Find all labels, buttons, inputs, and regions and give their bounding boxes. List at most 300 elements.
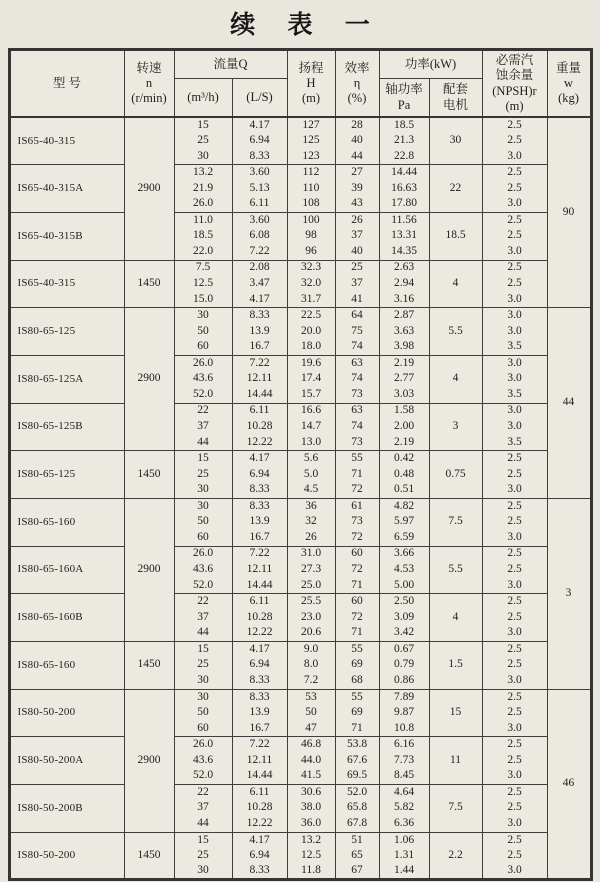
head-cell: 123 — [287, 149, 335, 165]
head-cell: 41.5 — [287, 769, 335, 785]
flow-m3h-cell: 26.0 — [174, 196, 232, 212]
flow-m3h-cell: 15 — [174, 451, 232, 467]
flow-m3h-cell: 25 — [174, 467, 232, 483]
head-cell: 26 — [287, 530, 335, 546]
efficiency-cell: 39 — [335, 181, 379, 197]
header-power — [379, 50, 482, 79]
flow-ls-cell: 14.44 — [232, 387, 287, 403]
shaft-power-cell: 6.59 — [379, 530, 429, 546]
header-shaft-power-line1: 轴功率 — [385, 82, 423, 97]
model-cell: IS80-50-200 — [9, 689, 124, 737]
shaft-power-cell: 3.16 — [379, 292, 429, 308]
model-cell: IS65-40-315 — [9, 260, 124, 308]
head-cell: 44.0 — [287, 753, 335, 769]
header-npsh-line1: 必需汽 — [495, 53, 534, 67]
speed-cell: 1450 — [124, 641, 174, 689]
efficiency-cell: 73 — [335, 387, 379, 403]
flow-ls-cell: 12.22 — [232, 626, 287, 642]
flow-m3h-cell: 44 — [174, 435, 232, 451]
pump-spec-table — [8, 48, 593, 881]
header-weight-line3: (kg) — [558, 91, 579, 106]
efficiency-cell: 69 — [335, 657, 379, 673]
motor-power-cell: 7.5 — [429, 498, 482, 546]
head-cell: 16.6 — [287, 403, 335, 419]
flow-ls-cell: 4.17 — [232, 832, 287, 848]
table-row — [9, 165, 591, 181]
shaft-power-cell: 3.42 — [379, 626, 429, 642]
npsh-cell: 2.5 — [482, 705, 547, 721]
table-row — [9, 737, 591, 753]
npsh-cell: 3.0 — [482, 769, 547, 785]
shaft-power-cell: 0.86 — [379, 673, 429, 689]
head-cell: 47 — [287, 721, 335, 737]
flow-m3h-cell: 25 — [174, 133, 232, 149]
npsh-cell: 2.5 — [482, 498, 547, 514]
table-row — [9, 832, 591, 848]
efficiency-cell: 68 — [335, 673, 379, 689]
head-cell: 5.0 — [287, 467, 335, 483]
npsh-cell: 2.5 — [482, 610, 547, 626]
flow-m3h-cell: 43.6 — [174, 371, 232, 387]
npsh-cell: 3.0 — [482, 530, 547, 546]
header-flow-m3h-label: (m³/h) — [187, 89, 219, 104]
table-row — [9, 498, 591, 514]
flow-m3h-cell: 37 — [174, 800, 232, 816]
npsh-cell: 2.5 — [482, 181, 547, 197]
motor-power-cell: 1.5 — [429, 641, 482, 689]
npsh-cell: 2.5 — [482, 657, 547, 673]
head-cell: 100 — [287, 212, 335, 228]
shaft-power-cell: 4.53 — [379, 562, 429, 578]
header-head-line2: H — [306, 75, 316, 90]
model-cell: IS65-40-315B — [9, 212, 124, 260]
npsh-cell: 3.0 — [482, 403, 547, 419]
flow-ls-cell: 4.17 — [232, 641, 287, 657]
model-cell: IS80-65-160B — [9, 594, 124, 642]
model-cell: IS80-50-200 — [9, 832, 124, 880]
flow-ls-cell: 10.28 — [232, 800, 287, 816]
flow-m3h-cell: 44 — [174, 816, 232, 832]
table-header — [9, 50, 591, 118]
flow-m3h-cell: 30 — [174, 498, 232, 514]
shaft-power-cell: 14.44 — [379, 165, 429, 181]
npsh-cell: 3.5 — [482, 339, 547, 355]
flow-m3h-cell: 43.6 — [174, 753, 232, 769]
efficiency-cell: 71 — [335, 721, 379, 737]
npsh-cell: 2.5 — [482, 451, 547, 467]
header-model-label: 型 号 — [52, 75, 82, 90]
header-shaft-power — [379, 79, 429, 117]
head-cell: 20.0 — [287, 324, 335, 340]
flow-ls-cell: 6.94 — [232, 848, 287, 864]
efficiency-cell: 74 — [335, 371, 379, 387]
flow-m3h-cell: 26.0 — [174, 546, 232, 562]
model-cell: IS65-40-315 — [9, 117, 124, 165]
header-motor-line2: 电机 — [442, 97, 468, 112]
shaft-power-cell: 9.87 — [379, 705, 429, 721]
header-speed-line3: (r/min) — [131, 91, 167, 106]
head-cell: 127 — [287, 117, 335, 133]
head-cell: 53 — [287, 689, 335, 705]
npsh-cell: 3.0 — [482, 292, 547, 308]
head-cell: 50 — [287, 705, 335, 721]
header-speed-line1: 转速 — [136, 60, 162, 75]
npsh-cell: 2.5 — [482, 641, 547, 657]
head-cell: 17.4 — [287, 371, 335, 387]
head-cell: 112 — [287, 165, 335, 181]
header-efficiency-line3: (%) — [347, 91, 367, 106]
flow-ls-cell: 8.33 — [232, 308, 287, 324]
npsh-cell: 2.5 — [482, 784, 547, 800]
speed-cell: 1450 — [124, 260, 174, 308]
shaft-power-cell: 17.80 — [379, 196, 429, 212]
flow-ls-cell: 7.22 — [232, 737, 287, 753]
head-cell: 46.8 — [287, 737, 335, 753]
flow-ls-cell: 13.9 — [232, 514, 287, 530]
flow-ls-cell: 14.44 — [232, 578, 287, 594]
npsh-cell: 2.5 — [482, 594, 547, 610]
header-motor-line1: 配套 — [442, 82, 468, 97]
shaft-power-cell: 2.00 — [379, 419, 429, 435]
npsh-cell: 2.5 — [482, 800, 547, 816]
header-weight-line2: w — [563, 75, 574, 90]
flow-m3h-cell: 52.0 — [174, 769, 232, 785]
efficiency-cell: 75 — [335, 324, 379, 340]
shaft-power-cell: 7.73 — [379, 753, 429, 769]
flow-m3h-cell: 22.0 — [174, 244, 232, 260]
shaft-power-cell: 2.87 — [379, 308, 429, 324]
efficiency-cell: 51 — [335, 832, 379, 848]
head-cell: 32 — [287, 514, 335, 530]
motor-power-cell: 2.2 — [429, 832, 482, 880]
flow-ls-cell: 6.94 — [232, 657, 287, 673]
efficiency-cell: 63 — [335, 403, 379, 419]
flow-ls-cell: 16.7 — [232, 721, 287, 737]
shaft-power-cell: 0.67 — [379, 641, 429, 657]
efficiency-cell: 37 — [335, 228, 379, 244]
flow-m3h-cell: 15.0 — [174, 292, 232, 308]
npsh-cell: 2.5 — [482, 467, 547, 483]
flow-ls-cell: 13.9 — [232, 324, 287, 340]
flow-m3h-cell: 60 — [174, 721, 232, 737]
npsh-cell: 2.5 — [482, 117, 547, 133]
npsh-cell: 3.0 — [482, 355, 547, 371]
head-cell: 36 — [287, 498, 335, 514]
header-row-1 — [9, 50, 591, 79]
flow-ls-cell: 8.33 — [232, 689, 287, 705]
model-cell: IS80-65-125 — [9, 308, 124, 356]
header-npsh-line3: (NPSH)r — [492, 83, 537, 98]
efficiency-cell: 72 — [335, 482, 379, 498]
efficiency-cell: 52.0 — [335, 784, 379, 800]
flow-ls-cell: 12.11 — [232, 371, 287, 387]
table-row — [9, 355, 591, 371]
header-head-line3: (m) — [301, 91, 321, 106]
flow-ls-cell: 4.17 — [232, 292, 287, 308]
flow-m3h-cell: 22 — [174, 784, 232, 800]
head-cell: 14.7 — [287, 419, 335, 435]
flow-ls-cell: 6.94 — [232, 133, 287, 149]
flow-ls-cell: 6.94 — [232, 467, 287, 483]
flow-m3h-cell: 30 — [174, 149, 232, 165]
npsh-cell: 3.0 — [482, 626, 547, 642]
shaft-power-cell: 21.3 — [379, 133, 429, 149]
flow-m3h-cell: 22 — [174, 403, 232, 419]
shaft-power-cell: 0.51 — [379, 482, 429, 498]
flow-ls-cell: 3.47 — [232, 276, 287, 292]
head-cell: 30.6 — [287, 784, 335, 800]
header-npsh — [482, 50, 547, 118]
head-cell: 27.3 — [287, 562, 335, 578]
shaft-power-cell: 6.36 — [379, 816, 429, 832]
shaft-power-cell: 1.58 — [379, 403, 429, 419]
model-cell: IS65-40-315A — [9, 165, 124, 213]
head-cell: 12.5 — [287, 848, 335, 864]
npsh-cell: 2.5 — [482, 753, 547, 769]
npsh-cell: 3.0 — [482, 419, 547, 435]
flow-m3h-cell: 15 — [174, 641, 232, 657]
npsh-cell: 3.0 — [482, 196, 547, 212]
efficiency-cell: 71 — [335, 467, 379, 483]
efficiency-cell: 55 — [335, 451, 379, 467]
model-cell: IS80-65-160 — [9, 498, 124, 546]
header-efficiency-line1: 效率 — [344, 60, 370, 75]
head-cell: 15.7 — [287, 387, 335, 403]
npsh-cell: 2.5 — [482, 514, 547, 530]
flow-ls-cell: 3.60 — [232, 212, 287, 228]
efficiency-cell: 67 — [335, 864, 379, 880]
efficiency-cell: 65 — [335, 848, 379, 864]
efficiency-cell: 28 — [335, 117, 379, 133]
efficiency-cell: 64 — [335, 308, 379, 324]
shaft-power-cell: 2.19 — [379, 355, 429, 371]
motor-power-cell: 11 — [429, 737, 482, 785]
header-flow-m3h — [174, 79, 232, 117]
motor-power-cell: 3 — [429, 403, 482, 451]
flow-ls-cell: 6.11 — [232, 784, 287, 800]
table-row — [9, 403, 591, 419]
shaft-power-cell: 2.50 — [379, 594, 429, 610]
header-model — [9, 50, 124, 118]
efficiency-cell: 73 — [335, 435, 379, 451]
efficiency-cell: 41 — [335, 292, 379, 308]
shaft-power-cell: 2.94 — [379, 276, 429, 292]
efficiency-cell: 69.5 — [335, 769, 379, 785]
npsh-cell: 2.5 — [482, 276, 547, 292]
table-row — [9, 689, 591, 705]
shaft-power-cell: 0.48 — [379, 467, 429, 483]
efficiency-cell: 69 — [335, 705, 379, 721]
shaft-power-cell: 2.19 — [379, 435, 429, 451]
efficiency-cell: 61 — [335, 498, 379, 514]
header-flow-ls-label: (L/S) — [246, 89, 273, 104]
flow-ls-cell: 6.11 — [232, 594, 287, 610]
shaft-power-cell: 14.35 — [379, 244, 429, 260]
head-cell: 13.0 — [287, 435, 335, 451]
flow-m3h-cell: 30 — [174, 673, 232, 689]
shaft-power-cell: 4.64 — [379, 784, 429, 800]
head-cell: 96 — [287, 244, 335, 260]
model-cell: IS80-50-200B — [9, 784, 124, 832]
flow-m3h-cell: 22 — [174, 594, 232, 610]
header-head — [287, 50, 335, 118]
flow-m3h-cell: 30 — [174, 308, 232, 324]
header-weight — [547, 50, 591, 118]
head-cell: 25.0 — [287, 578, 335, 594]
flow-m3h-cell: 50 — [174, 705, 232, 721]
head-cell: 36.0 — [287, 816, 335, 832]
flow-m3h-cell: 11.0 — [174, 212, 232, 228]
flow-ls-cell: 10.28 — [232, 610, 287, 626]
shaft-power-cell: 3.98 — [379, 339, 429, 355]
head-cell: 38.0 — [287, 800, 335, 816]
head-cell: 22.5 — [287, 308, 335, 324]
npsh-cell: 3.0 — [482, 482, 547, 498]
model-cell: IS80-65-125 — [9, 451, 124, 499]
head-cell: 110 — [287, 181, 335, 197]
flow-m3h-cell: 26.0 — [174, 737, 232, 753]
table-row — [9, 546, 591, 562]
flow-ls-cell: 12.22 — [232, 435, 287, 451]
model-cell: IS80-65-125B — [9, 403, 124, 451]
motor-power-cell: 5.5 — [429, 308, 482, 356]
motor-power-cell: 7.5 — [429, 784, 482, 832]
shaft-power-cell: 5.82 — [379, 800, 429, 816]
flow-ls-cell: 6.08 — [232, 228, 287, 244]
shaft-power-cell: 3.09 — [379, 610, 429, 626]
npsh-cell: 3.0 — [482, 324, 547, 340]
shaft-power-cell: 7.89 — [379, 689, 429, 705]
head-cell: 19.6 — [287, 355, 335, 371]
npsh-cell: 2.5 — [482, 737, 547, 753]
efficiency-cell: 71 — [335, 626, 379, 642]
head-cell: 25.5 — [287, 594, 335, 610]
flow-m3h-cell: 25 — [174, 657, 232, 673]
flow-m3h-cell: 15 — [174, 117, 232, 133]
speed-cell: 2900 — [124, 689, 174, 832]
efficiency-cell: 63 — [335, 355, 379, 371]
flow-m3h-cell: 44 — [174, 626, 232, 642]
table-row — [9, 451, 591, 467]
header-npsh-line4: (m) — [505, 98, 524, 113]
motor-power-cell: 18.5 — [429, 212, 482, 260]
head-cell: 32.0 — [287, 276, 335, 292]
header-shaft-power-line2: Pa — [397, 97, 411, 112]
npsh-cell: 3.5 — [482, 387, 547, 403]
shaft-power-cell: 13.31 — [379, 228, 429, 244]
flow-m3h-cell: 52.0 — [174, 578, 232, 594]
shaft-power-cell: 0.79 — [379, 657, 429, 673]
npsh-cell: 3.0 — [482, 244, 547, 260]
npsh-cell: 3.0 — [482, 371, 547, 387]
head-cell: 32.3 — [287, 260, 335, 276]
npsh-cell: 3.0 — [482, 816, 547, 832]
table-body — [9, 117, 591, 880]
flow-ls-cell: 4.17 — [232, 117, 287, 133]
flow-ls-cell: 12.11 — [232, 753, 287, 769]
efficiency-cell: 43 — [335, 196, 379, 212]
header-efficiency — [335, 50, 379, 118]
speed-cell: 2900 — [124, 117, 174, 260]
head-cell: 8.0 — [287, 657, 335, 673]
efficiency-cell: 74 — [335, 339, 379, 355]
head-cell: 108 — [287, 196, 335, 212]
flow-ls-cell: 6.11 — [232, 196, 287, 212]
weight-cell: 44 — [547, 308, 591, 499]
head-cell: 31.0 — [287, 546, 335, 562]
motor-power-cell: 22 — [429, 165, 482, 213]
flow-m3h-cell: 13.2 — [174, 165, 232, 181]
efficiency-cell: 72 — [335, 610, 379, 626]
npsh-cell: 2.5 — [482, 133, 547, 149]
flow-ls-cell: 16.7 — [232, 339, 287, 355]
head-cell: 125 — [287, 133, 335, 149]
header-flow-ls — [232, 79, 287, 117]
header-flow-label: 流量Q — [213, 56, 248, 71]
flow-ls-cell: 16.7 — [232, 530, 287, 546]
shaft-power-cell: 22.8 — [379, 149, 429, 165]
head-cell: 31.7 — [287, 292, 335, 308]
npsh-cell: 3.0 — [482, 578, 547, 594]
shaft-power-cell: 8.45 — [379, 769, 429, 785]
speed-cell: 2900 — [124, 308, 174, 451]
shaft-power-cell: 5.97 — [379, 514, 429, 530]
flow-m3h-cell: 37 — [174, 610, 232, 626]
flow-ls-cell: 6.11 — [232, 403, 287, 419]
flow-ls-cell: 5.13 — [232, 181, 287, 197]
efficiency-cell: 60 — [335, 546, 379, 562]
head-cell: 23.0 — [287, 610, 335, 626]
efficiency-cell: 74 — [335, 419, 379, 435]
npsh-cell: 2.5 — [482, 562, 547, 578]
header-motor — [429, 79, 482, 117]
npsh-cell: 2.5 — [482, 848, 547, 864]
weight-cell: 90 — [547, 117, 591, 308]
npsh-cell: 2.5 — [482, 832, 547, 848]
npsh-cell: 2.5 — [482, 212, 547, 228]
efficiency-cell: 53.8 — [335, 737, 379, 753]
flow-ls-cell: 10.28 — [232, 419, 287, 435]
table-row — [9, 594, 591, 610]
shaft-power-cell: 1.31 — [379, 848, 429, 864]
shaft-power-cell: 18.5 — [379, 117, 429, 133]
efficiency-cell: 67.6 — [335, 753, 379, 769]
npsh-cell: 3.0 — [482, 149, 547, 165]
flow-m3h-cell: 43.6 — [174, 562, 232, 578]
efficiency-cell: 26 — [335, 212, 379, 228]
model-cell: IS80-65-125A — [9, 355, 124, 403]
flow-m3h-cell: 50 — [174, 324, 232, 340]
flow-ls-cell: 8.33 — [232, 149, 287, 165]
head-cell: 98 — [287, 228, 335, 244]
npsh-cell: 3.5 — [482, 435, 547, 451]
npsh-cell: 3.0 — [482, 864, 547, 880]
efficiency-cell: 71 — [335, 578, 379, 594]
shaft-power-cell: 11.56 — [379, 212, 429, 228]
npsh-cell: 2.5 — [482, 165, 547, 181]
flow-m3h-cell: 60 — [174, 530, 232, 546]
shaft-power-cell: 6.16 — [379, 737, 429, 753]
efficiency-cell: 65.8 — [335, 800, 379, 816]
shaft-power-cell: 3.03 — [379, 387, 429, 403]
flow-m3h-cell: 26.0 — [174, 355, 232, 371]
flow-m3h-cell: 60 — [174, 339, 232, 355]
head-cell: 18.0 — [287, 339, 335, 355]
npsh-cell: 2.5 — [482, 228, 547, 244]
motor-power-cell: 30 — [429, 117, 482, 165]
header-power-label: 功率(kW) — [404, 56, 457, 71]
header-weight-line1: 重量 — [555, 60, 581, 75]
